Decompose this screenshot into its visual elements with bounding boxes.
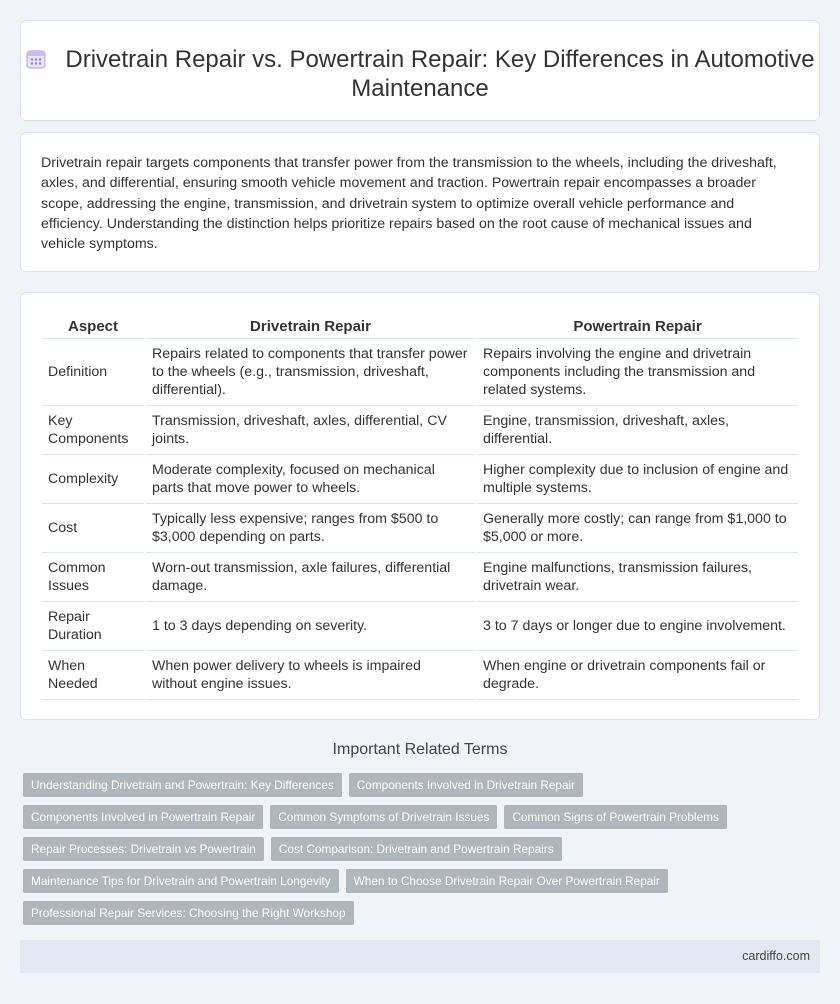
related-term-link[interactable]: Common Signs of Powertrain Problems bbox=[504, 805, 727, 829]
tag-row bbox=[23, 805, 823, 829]
related-term-link[interactable]: Repair Processes: Drivetrain vs Powertrain bbox=[23, 837, 264, 861]
table-row bbox=[42, 338, 798, 405]
table-row bbox=[42, 503, 798, 552]
cell-aspect: When Needed bbox=[42, 650, 145, 699]
related-term-link[interactable]: Cost Comparison: Drivetrain and Powertrain Repairs bbox=[271, 837, 562, 861]
footer-site-link[interactable]: cardiffo.com bbox=[742, 949, 810, 963]
cell-drivetrain: Worn-out transmission, axle failures, differential damage. bbox=[145, 552, 476, 601]
table-row bbox=[42, 601, 798, 650]
cell-drivetrain: Moderate complexity, focused on mechanical parts that move power to wheels. bbox=[145, 454, 476, 503]
cell-drivetrain: 1 to 3 days depending on severity. bbox=[145, 601, 476, 650]
related-terms-list bbox=[23, 773, 823, 933]
cell-drivetrain: Repairs related to components that transfer power to the wheels (e.g., transmission, driveshaft, differential). bbox=[145, 338, 476, 405]
header-aspect: Aspect bbox=[42, 314, 145, 338]
cell-aspect: Repair Duration bbox=[42, 601, 145, 650]
cell-aspect: Definition bbox=[42, 338, 145, 405]
cell-drivetrain: Transmission, driveshaft, axles, differential, CV joints. bbox=[145, 405, 476, 454]
cell-powertrain: Repairs involving the engine and drivetrain components including the transmission and related systems. bbox=[476, 338, 798, 405]
cell-powertrain: 3 to 7 days or longer due to engine involvement. bbox=[476, 601, 798, 650]
related-term-link[interactable]: Common Symptoms of Drivetrain Issues bbox=[270, 805, 497, 829]
cell-aspect: Complexity bbox=[42, 454, 145, 503]
related-term-link[interactable]: Professional Repair Services: Choosing the Right Workshop bbox=[23, 901, 354, 925]
tag-row bbox=[23, 773, 823, 797]
intro-paragraph: Drivetrain repair targets components that transfer power from the transmission to the wheels, including the driveshaft, axles, and differential, ensuring smooth vehicle movement and traction. Powertrain repair encompasses a broader scope, addressing the engine, transmission, and drivetrain system to optimize overall vehicle performance and efficiency. Understanding the distinction helps prioritize repairs based on the root cause of mechanical issues and vehicle symptoms. bbox=[41, 155, 777, 253]
cell-powertrain: Generally more costly; can range from $1,000 to $5,000 or more. bbox=[476, 503, 798, 552]
title-card bbox=[20, 20, 820, 121]
intro-card bbox=[20, 132, 820, 272]
related-term-link[interactable]: Components Involved in Drivetrain Repair bbox=[349, 773, 583, 797]
related-term-link[interactable]: Understanding Drivetrain and Powertrain: Key Differences bbox=[23, 773, 342, 797]
cell-drivetrain: When power delivery to wheels is impaired without engine issues. bbox=[145, 650, 476, 699]
tag-row bbox=[23, 837, 823, 861]
footer bbox=[20, 940, 820, 973]
related-terms-heading: Important Related Terms bbox=[332, 741, 508, 758]
page-title: Drivetrain Repair vs. Powertrain Repair: Key Differences in Automotive Maintenance bbox=[65, 46, 815, 102]
page-title-container bbox=[21, 45, 819, 103]
cell-powertrain: Engine, transmission, driveshaft, axles, differential. bbox=[476, 405, 798, 454]
cell-aspect: Cost bbox=[42, 503, 145, 552]
related-term-link[interactable]: Maintenance Tips for Drivetrain and Powertrain Longevity bbox=[23, 869, 339, 893]
related-term-link[interactable]: When to Choose Drivetrain Repair Over Powertrain Repair bbox=[346, 869, 668, 893]
comparison-table bbox=[42, 314, 798, 700]
comparison-card bbox=[20, 292, 820, 720]
cell-aspect: Key Components bbox=[42, 405, 145, 454]
table-row bbox=[42, 454, 798, 503]
header-powertrain: Powertrain Repair bbox=[476, 314, 798, 338]
table-row bbox=[42, 405, 798, 454]
cell-powertrain: When engine or drivetrain components fail or degrade. bbox=[476, 650, 798, 699]
cell-powertrain: Engine malfunctions, transmission failures, drivetrain wear. bbox=[476, 552, 798, 601]
tag-row bbox=[23, 869, 823, 893]
calendar-grid-icon bbox=[25, 48, 47, 70]
header-drivetrain: Drivetrain Repair bbox=[145, 314, 476, 338]
related-term-link[interactable]: Components Involved in Powertrain Repair bbox=[23, 805, 263, 829]
cell-drivetrain: Typically less expensive; ranges from $500 to $3,000 depending on parts. bbox=[145, 503, 476, 552]
cell-aspect: Common Issues bbox=[42, 552, 145, 601]
table-row bbox=[42, 650, 798, 699]
tag-row bbox=[23, 901, 823, 925]
table-row bbox=[42, 552, 798, 601]
table-header-row bbox=[42, 314, 798, 338]
cell-powertrain: Higher complexity due to inclusion of engine and multiple systems. bbox=[476, 454, 798, 503]
